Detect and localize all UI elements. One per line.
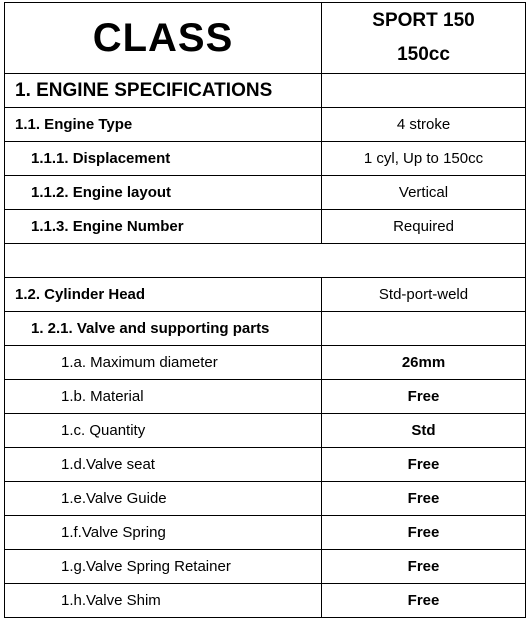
- row-value: Vertical: [322, 176, 526, 210]
- row-label: 1. 2.1. Valve and supporting parts: [5, 312, 322, 346]
- row-value: 1 cyl, Up to 150cc: [322, 142, 526, 176]
- row-label: 1.f.Valve Spring: [5, 516, 322, 550]
- row-label: 1.e.Valve Guide: [5, 482, 322, 516]
- section-value: [322, 74, 526, 108]
- table-row: [5, 448, 526, 482]
- table-row: [5, 108, 526, 142]
- class-cc: 150cc: [397, 44, 450, 65]
- section-row: [5, 74, 526, 108]
- row-value: Free: [322, 482, 526, 516]
- spec-table: [4, 2, 526, 618]
- table-row: [5, 516, 526, 550]
- row-label: 1.c. Quantity: [5, 414, 322, 448]
- table-row: [5, 210, 526, 244]
- row-label: 1.1. Engine Type: [5, 108, 322, 142]
- row-label: 1.d.Valve seat: [5, 448, 322, 482]
- table-row: [5, 176, 526, 210]
- table-row: [5, 584, 526, 618]
- row-value: Free: [322, 584, 526, 618]
- row-value: Free: [322, 380, 526, 414]
- row-value: Free: [322, 516, 526, 550]
- row-value: 26mm: [322, 346, 526, 380]
- class-name-cell: [322, 3, 526, 74]
- table-row: [5, 278, 526, 312]
- table-row: [5, 346, 526, 380]
- row-label: 1.1.2. Engine layout: [5, 176, 322, 210]
- spacer-cell: [5, 244, 526, 278]
- row-value: Required: [322, 210, 526, 244]
- row-value: Free: [322, 448, 526, 482]
- class-name: SPORT 150: [372, 10, 475, 31]
- table-row: [5, 142, 526, 176]
- row-value: Std: [322, 414, 526, 448]
- class-label: CLASS: [5, 3, 322, 74]
- row-label: 1.b. Material: [5, 380, 322, 414]
- table-row: [5, 550, 526, 584]
- spacer-row: [5, 244, 526, 278]
- table-row: [5, 414, 526, 448]
- table-row: [5, 380, 526, 414]
- table-row: [5, 312, 526, 346]
- row-value: Free: [322, 550, 526, 584]
- row-label: 1.1.1. Displacement: [5, 142, 322, 176]
- table-row: [5, 482, 526, 516]
- row-label: 1.a. Maximum diameter: [5, 346, 322, 380]
- row-value: Std-port-weld: [322, 278, 526, 312]
- row-label: 1.1.3. Engine Number: [5, 210, 322, 244]
- section-title: 1. ENGINE SPECIFICATIONS: [5, 74, 322, 108]
- row-label: 1.g.Valve Spring Retainer: [5, 550, 322, 584]
- row-label: 1.h.Valve Shim: [5, 584, 322, 618]
- row-label: 1.2. Cylinder Head: [5, 278, 322, 312]
- header-row: [5, 3, 526, 74]
- row-value: [322, 312, 526, 346]
- row-value: 4 stroke: [322, 108, 526, 142]
